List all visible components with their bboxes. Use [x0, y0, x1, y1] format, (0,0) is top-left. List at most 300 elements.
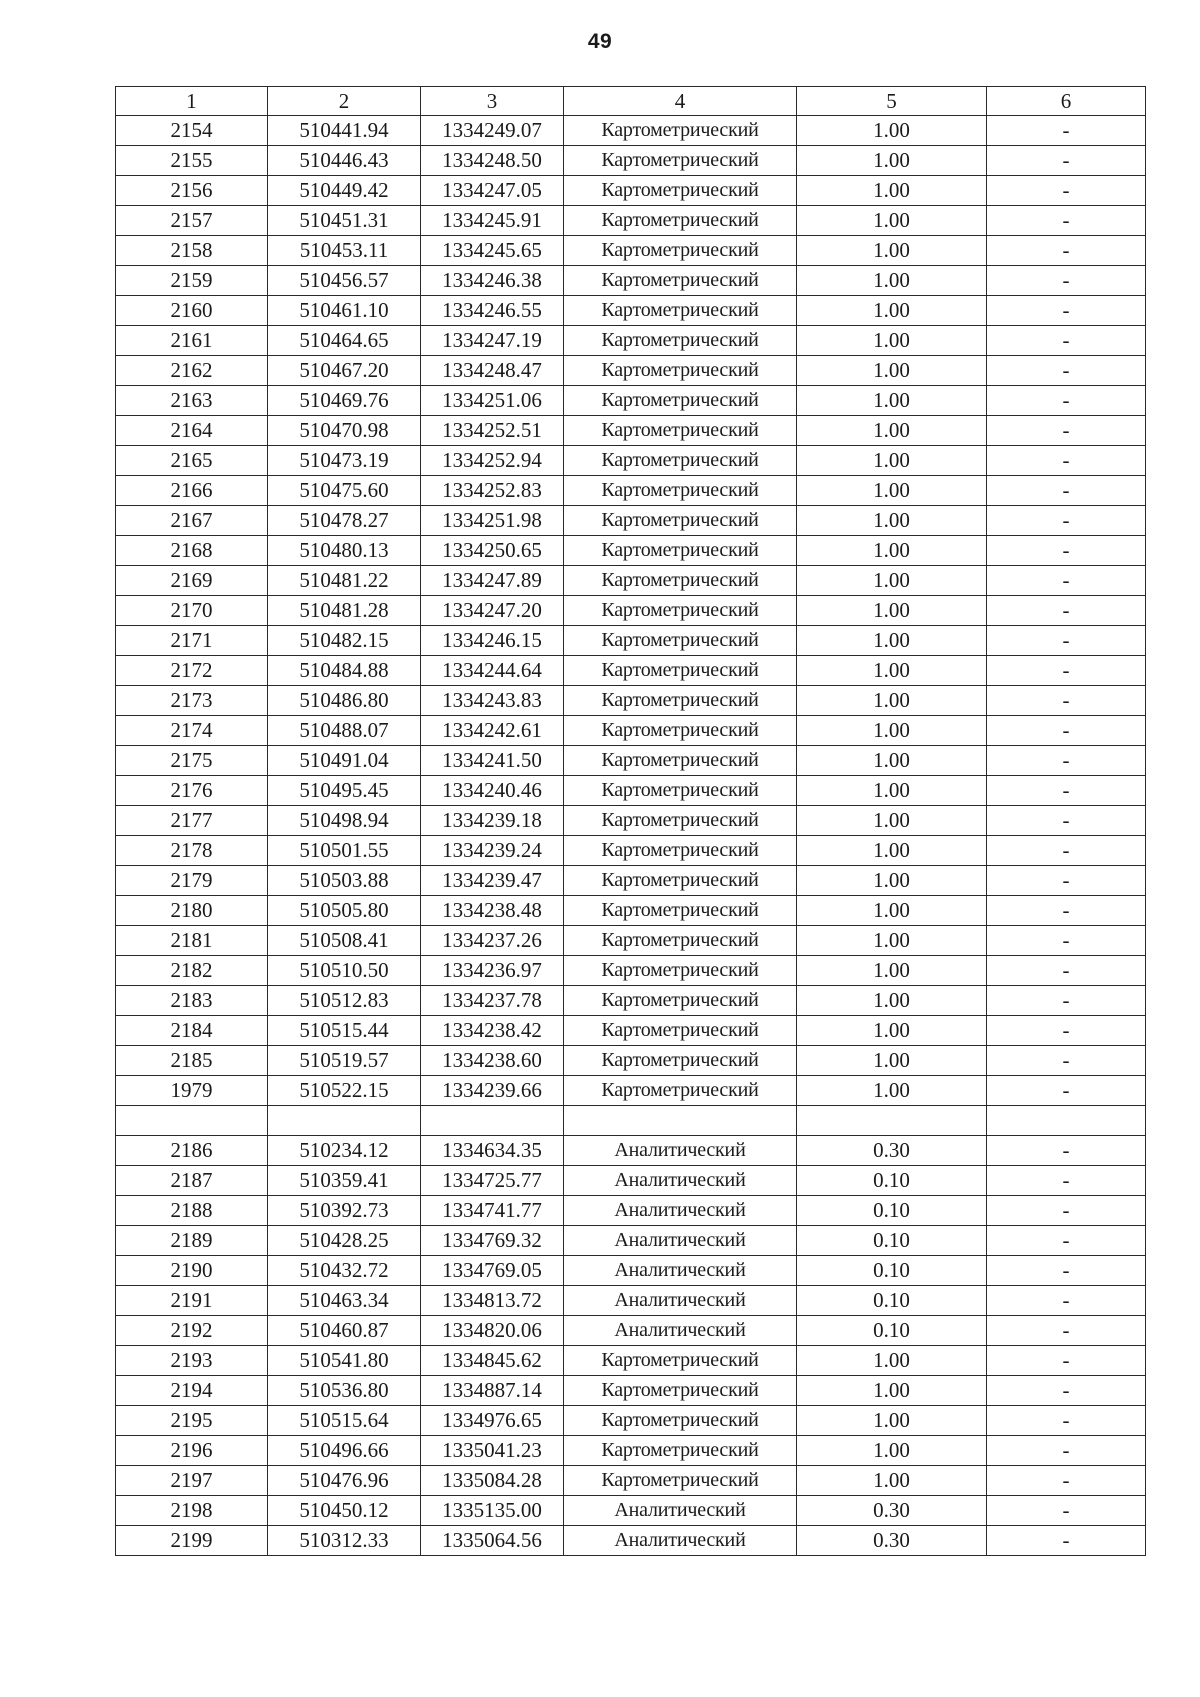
point-number-cell: 2156 [116, 176, 268, 206]
accuracy-cell: 1.00 [797, 896, 987, 926]
accuracy-cell: 0.30 [797, 1136, 987, 1166]
y-coordinate-cell: 1334250.65 [421, 536, 564, 566]
method-cell: Картометрический [564, 1376, 797, 1406]
x-coordinate-cell: 510512.83 [268, 986, 421, 1016]
accuracy-cell: 1.00 [797, 146, 987, 176]
table-row [116, 626, 1146, 656]
accuracy-cell: 1.00 [797, 716, 987, 746]
y-coordinate-cell: 1334238.60 [421, 1046, 564, 1076]
x-coordinate-cell: 510515.44 [268, 1016, 421, 1046]
accuracy-cell [797, 1106, 987, 1136]
point-number-cell: 2164 [116, 416, 268, 446]
table-body [116, 87, 1146, 1556]
x-coordinate-cell: 510496.66 [268, 1436, 421, 1466]
page-number: 49 [587, 30, 613, 53]
x-coordinate-cell: 510491.04 [268, 746, 421, 776]
method-cell: Аналитический [564, 1226, 797, 1256]
table-row [116, 746, 1146, 776]
accuracy-cell: 1.00 [797, 476, 987, 506]
table-row [116, 146, 1146, 176]
method-cell: Картометрический [564, 506, 797, 536]
point-number-cell: 2176 [116, 776, 268, 806]
note-cell: - [987, 506, 1146, 536]
accuracy-cell: 0.30 [797, 1496, 987, 1526]
accuracy-cell: 0.30 [797, 1526, 987, 1556]
accuracy-cell: 1.00 [797, 386, 987, 416]
accuracy-cell: 1.00 [797, 416, 987, 446]
table-row [116, 776, 1146, 806]
accuracy-cell: 1.00 [797, 656, 987, 686]
note-cell: - [987, 836, 1146, 866]
point-number-cell: 2172 [116, 656, 268, 686]
x-coordinate-cell: 510461.10 [268, 296, 421, 326]
x-coordinate-cell: 510508.41 [268, 926, 421, 956]
y-coordinate-cell: 1334252.51 [421, 416, 564, 446]
note-cell: - [987, 1286, 1146, 1316]
point-number-cell: 2187 [116, 1166, 268, 1196]
method-cell: Картометрический [564, 896, 797, 926]
header-cell: 5 [797, 87, 987, 116]
x-coordinate-cell: 510473.19 [268, 446, 421, 476]
accuracy-cell: 0.10 [797, 1226, 987, 1256]
note-cell: - [987, 1256, 1146, 1286]
point-number-cell: 2198 [116, 1496, 268, 1526]
method-cell: Картометрический [564, 146, 797, 176]
table-row [116, 1016, 1146, 1046]
note-cell: - [987, 806, 1146, 836]
note-cell: - [987, 686, 1146, 716]
method-cell: Картометрический [564, 416, 797, 446]
method-cell: Картометрический [564, 926, 797, 956]
note-cell: - [987, 1466, 1146, 1496]
method-cell: Картометрический [564, 986, 797, 1016]
note-cell: - [987, 476, 1146, 506]
note-cell: - [987, 266, 1146, 296]
accuracy-cell: 1.00 [797, 626, 987, 656]
method-cell: Аналитический [564, 1196, 797, 1226]
y-coordinate-cell: 1334244.64 [421, 656, 564, 686]
x-coordinate-cell: 510464.65 [268, 326, 421, 356]
table-row [116, 1436, 1146, 1466]
method-cell: Аналитический [564, 1316, 797, 1346]
accuracy-cell: 1.00 [797, 356, 987, 386]
table-row [116, 896, 1146, 926]
y-coordinate-cell: 1334239.18 [421, 806, 564, 836]
x-coordinate-cell: 510481.22 [268, 566, 421, 596]
table-row [116, 386, 1146, 416]
table-row [116, 656, 1146, 686]
note-cell: - [987, 1346, 1146, 1376]
y-coordinate-cell: 1334252.83 [421, 476, 564, 506]
accuracy-cell: 1.00 [797, 446, 987, 476]
x-coordinate-cell: 510486.80 [268, 686, 421, 716]
method-cell [564, 1106, 797, 1136]
point-number-cell: 2171 [116, 626, 268, 656]
accuracy-cell: 1.00 [797, 986, 987, 1016]
point-number-cell: 2199 [116, 1526, 268, 1556]
table-row [116, 206, 1146, 236]
table-row [116, 596, 1146, 626]
y-coordinate-cell: 1334239.24 [421, 836, 564, 866]
table-row [116, 926, 1146, 956]
y-coordinate-cell: 1334247.89 [421, 566, 564, 596]
method-cell: Картометрический [564, 476, 797, 506]
x-coordinate-cell: 510476.96 [268, 1466, 421, 1496]
x-coordinate-cell: 510428.25 [268, 1226, 421, 1256]
x-coordinate-cell: 510519.57 [268, 1046, 421, 1076]
note-cell: - [987, 326, 1146, 356]
note-cell: - [987, 1046, 1146, 1076]
note-cell: - [987, 566, 1146, 596]
y-coordinate-cell: 1334769.05 [421, 1256, 564, 1286]
y-coordinate-cell: 1335064.56 [421, 1526, 564, 1556]
coordinates-table [115, 86, 1146, 1556]
point-number-cell: 2194 [116, 1376, 268, 1406]
point-number-cell: 2177 [116, 806, 268, 836]
x-coordinate-cell: 510498.94 [268, 806, 421, 836]
y-coordinate-cell: 1334741.77 [421, 1196, 564, 1226]
method-cell: Картометрический [564, 626, 797, 656]
x-coordinate-cell: 510234.12 [268, 1136, 421, 1166]
x-coordinate-cell: 510503.88 [268, 866, 421, 896]
table-row [116, 1076, 1146, 1106]
y-coordinate-cell: 1334248.50 [421, 146, 564, 176]
accuracy-cell: 1.00 [797, 806, 987, 836]
accuracy-cell: 1.00 [797, 326, 987, 356]
table-row [116, 1346, 1146, 1376]
y-coordinate-cell: 1334976.65 [421, 1406, 564, 1436]
y-coordinate-cell: 1334246.55 [421, 296, 564, 326]
note-cell: - [987, 1436, 1146, 1466]
note-cell: - [987, 776, 1146, 806]
accuracy-cell: 1.00 [797, 686, 987, 716]
table-row [116, 1406, 1146, 1436]
table-row [116, 1166, 1146, 1196]
accuracy-cell: 1.00 [797, 566, 987, 596]
point-number-cell: 2167 [116, 506, 268, 536]
table-row [116, 116, 1146, 146]
method-cell: Картометрический [564, 536, 797, 566]
method-cell: Картометрический [564, 1046, 797, 1076]
x-coordinate-cell: 510488.07 [268, 716, 421, 746]
note-cell: - [987, 1526, 1146, 1556]
table-row [116, 1496, 1146, 1526]
accuracy-cell: 1.00 [797, 296, 987, 326]
x-coordinate-cell: 510470.98 [268, 416, 421, 446]
note-cell [987, 1106, 1146, 1136]
accuracy-cell: 1.00 [797, 1076, 987, 1106]
table-row [116, 806, 1146, 836]
table-row [116, 836, 1146, 866]
x-coordinate-cell: 510541.80 [268, 1346, 421, 1376]
note-cell: - [987, 356, 1146, 386]
note-cell: - [987, 1196, 1146, 1226]
method-cell: Картометрический [564, 176, 797, 206]
point-number-cell: 2154 [116, 116, 268, 146]
accuracy-cell: 1.00 [797, 506, 987, 536]
accuracy-cell: 0.10 [797, 1316, 987, 1346]
table-row [116, 1226, 1146, 1256]
y-coordinate-cell: 1334887.14 [421, 1376, 564, 1406]
accuracy-cell: 1.00 [797, 1376, 987, 1406]
x-coordinate-cell: 510536.80 [268, 1376, 421, 1406]
x-coordinate-cell: 510480.13 [268, 536, 421, 566]
table-row [116, 1286, 1146, 1316]
accuracy-cell: 0.10 [797, 1196, 987, 1226]
table-row [116, 866, 1146, 896]
accuracy-cell: 1.00 [797, 176, 987, 206]
y-coordinate-cell: 1334634.35 [421, 1136, 564, 1166]
y-coordinate-cell: 1334247.20 [421, 596, 564, 626]
y-coordinate-cell: 1334820.06 [421, 1316, 564, 1346]
accuracy-cell: 1.00 [797, 776, 987, 806]
method-cell: Картометрический [564, 356, 797, 386]
point-number-cell: 2162 [116, 356, 268, 386]
point-number-cell: 2163 [116, 386, 268, 416]
y-coordinate-cell: 1334240.46 [421, 776, 564, 806]
method-cell: Картометрический [564, 296, 797, 326]
table-row [116, 716, 1146, 746]
note-cell: - [987, 896, 1146, 926]
note-cell: - [987, 656, 1146, 686]
table-row [116, 176, 1146, 206]
x-coordinate-cell: 510456.57 [268, 266, 421, 296]
method-cell: Аналитический [564, 1256, 797, 1286]
x-coordinate-cell: 510478.27 [268, 506, 421, 536]
table-row [116, 506, 1146, 536]
point-number-cell: 2190 [116, 1256, 268, 1286]
x-coordinate-cell: 510451.31 [268, 206, 421, 236]
point-number-cell: 2166 [116, 476, 268, 506]
method-cell: Картометрический [564, 446, 797, 476]
note-cell: - [987, 116, 1146, 146]
accuracy-cell: 0.10 [797, 1256, 987, 1286]
note-cell: - [987, 236, 1146, 266]
y-coordinate-cell: 1334845.62 [421, 1346, 564, 1376]
y-coordinate-cell: 1335084.28 [421, 1466, 564, 1496]
point-number-cell: 2174 [116, 716, 268, 746]
note-cell: - [987, 626, 1146, 656]
method-cell: Картометрический [564, 1466, 797, 1496]
point-number-cell: 2170 [116, 596, 268, 626]
y-coordinate-cell: 1334239.47 [421, 866, 564, 896]
method-cell: Картометрический [564, 1016, 797, 1046]
y-coordinate-cell: 1334247.19 [421, 326, 564, 356]
table-row [116, 1196, 1146, 1226]
method-cell: Картометрический [564, 1076, 797, 1106]
point-number-cell: 2157 [116, 206, 268, 236]
accuracy-cell: 1.00 [797, 866, 987, 896]
table-row [116, 1136, 1146, 1166]
y-coordinate-cell: 1334246.38 [421, 266, 564, 296]
x-coordinate-cell: 510495.45 [268, 776, 421, 806]
method-cell: Картометрический [564, 956, 797, 986]
x-coordinate-cell: 510392.73 [268, 1196, 421, 1226]
x-coordinate-cell: 510460.87 [268, 1316, 421, 1346]
x-coordinate-cell: 510515.64 [268, 1406, 421, 1436]
method-cell: Аналитический [564, 1136, 797, 1166]
header-cell: 1 [116, 87, 268, 116]
accuracy-cell: 1.00 [797, 836, 987, 866]
table-row [116, 1106, 1146, 1136]
table-row [116, 446, 1146, 476]
table-row [116, 356, 1146, 386]
x-coordinate-cell: 510463.34 [268, 1286, 421, 1316]
point-number-cell: 2168 [116, 536, 268, 566]
point-number-cell: 2173 [116, 686, 268, 716]
point-number-cell: 2158 [116, 236, 268, 266]
header-cell: 6 [987, 87, 1146, 116]
accuracy-cell: 0.10 [797, 1166, 987, 1196]
x-coordinate-cell: 510505.80 [268, 896, 421, 926]
table-row [116, 956, 1146, 986]
note-cell: - [987, 956, 1146, 986]
point-number-cell: 2186 [116, 1136, 268, 1166]
point-number-cell: 2180 [116, 896, 268, 926]
note-cell: - [987, 1226, 1146, 1256]
x-coordinate-cell: 510312.33 [268, 1526, 421, 1556]
accuracy-cell: 1.00 [797, 1016, 987, 1046]
table-row [116, 686, 1146, 716]
x-coordinate-cell: 510501.55 [268, 836, 421, 866]
note-cell: - [987, 146, 1146, 176]
method-cell: Аналитический [564, 1286, 797, 1316]
table-row [116, 1526, 1146, 1556]
point-number-cell: 2178 [116, 836, 268, 866]
point-number-cell: 2179 [116, 866, 268, 896]
method-cell: Картометрический [564, 686, 797, 716]
x-coordinate-cell: 510432.72 [268, 1256, 421, 1286]
note-cell: - [987, 1016, 1146, 1046]
point-number-cell: 2169 [116, 566, 268, 596]
method-cell: Картометрический [564, 326, 797, 356]
method-cell: Картометрический [564, 266, 797, 296]
note-cell: - [987, 446, 1146, 476]
header-cell: 4 [564, 87, 797, 116]
note-cell: - [987, 1136, 1146, 1166]
y-coordinate-cell: 1334813.72 [421, 1286, 564, 1316]
table-row [116, 326, 1146, 356]
x-coordinate-cell: 510482.15 [268, 626, 421, 656]
y-coordinate-cell: 1334725.77 [421, 1166, 564, 1196]
point-number-cell: 2175 [116, 746, 268, 776]
method-cell: Картометрический [564, 1346, 797, 1376]
x-coordinate-cell: 510441.94 [268, 116, 421, 146]
point-number-cell: 2183 [116, 986, 268, 1016]
accuracy-cell: 1.00 [797, 746, 987, 776]
point-number-cell: 2193 [116, 1346, 268, 1376]
point-number-cell: 2189 [116, 1226, 268, 1256]
point-number-cell: 2160 [116, 296, 268, 326]
accuracy-cell: 1.00 [797, 116, 987, 146]
x-coordinate-cell: 510481.28 [268, 596, 421, 626]
table-row [116, 236, 1146, 266]
accuracy-cell: 1.00 [797, 1046, 987, 1076]
table-header-row [116, 87, 1146, 116]
point-number-cell: 2188 [116, 1196, 268, 1226]
y-coordinate-cell: 1335041.23 [421, 1436, 564, 1466]
point-number-cell: 2185 [116, 1046, 268, 1076]
point-number-cell: 2161 [116, 326, 268, 356]
x-coordinate-cell: 510475.60 [268, 476, 421, 506]
point-number-cell: 2197 [116, 1466, 268, 1496]
note-cell: - [987, 1376, 1146, 1406]
note-cell: - [987, 926, 1146, 956]
y-coordinate-cell: 1334251.98 [421, 506, 564, 536]
point-number-cell [116, 1106, 268, 1136]
y-coordinate-cell: 1334239.66 [421, 1076, 564, 1106]
header-cell: 3 [421, 87, 564, 116]
y-coordinate-cell: 1334237.26 [421, 926, 564, 956]
note-cell: - [987, 1316, 1146, 1346]
header-cell: 2 [268, 87, 421, 116]
x-coordinate-cell [268, 1106, 421, 1136]
x-coordinate-cell: 510522.15 [268, 1076, 421, 1106]
point-number-cell: 2196 [116, 1436, 268, 1466]
note-cell: - [987, 986, 1146, 1016]
method-cell: Картометрический [564, 716, 797, 746]
point-number-cell: 2182 [116, 956, 268, 986]
note-cell: - [987, 296, 1146, 326]
table-row [116, 986, 1146, 1016]
table-row [116, 1256, 1146, 1286]
method-cell: Картометрический [564, 836, 797, 866]
y-coordinate-cell: 1334238.48 [421, 896, 564, 926]
method-cell: Картометрический [564, 596, 797, 626]
method-cell: Картометрический [564, 566, 797, 596]
method-cell: Картометрический [564, 866, 797, 896]
accuracy-cell: 1.00 [797, 1406, 987, 1436]
x-coordinate-cell: 510359.41 [268, 1166, 421, 1196]
y-coordinate-cell: 1334242.61 [421, 716, 564, 746]
x-coordinate-cell: 510484.88 [268, 656, 421, 686]
note-cell: - [987, 1496, 1146, 1526]
point-number-cell: 1979 [116, 1076, 268, 1106]
y-coordinate-cell: 1334238.42 [421, 1016, 564, 1046]
table-row [116, 296, 1146, 326]
note-cell: - [987, 1406, 1146, 1436]
point-number-cell: 2155 [116, 146, 268, 176]
x-coordinate-cell: 510467.20 [268, 356, 421, 386]
table-row [116, 1046, 1146, 1076]
y-coordinate-cell: 1334245.65 [421, 236, 564, 266]
x-coordinate-cell: 510510.50 [268, 956, 421, 986]
method-cell: Картометрический [564, 1436, 797, 1466]
method-cell: Картометрический [564, 236, 797, 266]
method-cell: Картометрический [564, 656, 797, 686]
x-coordinate-cell: 510446.43 [268, 146, 421, 176]
accuracy-cell: 1.00 [797, 536, 987, 566]
note-cell: - [987, 536, 1146, 566]
method-cell: Аналитический [564, 1526, 797, 1556]
table-row [116, 266, 1146, 296]
y-coordinate-cell: 1334243.83 [421, 686, 564, 716]
accuracy-cell: 1.00 [797, 596, 987, 626]
table-row [116, 416, 1146, 446]
method-cell: Аналитический [564, 1496, 797, 1526]
note-cell: - [987, 746, 1146, 776]
x-coordinate-cell: 510469.76 [268, 386, 421, 416]
note-cell: - [987, 716, 1146, 746]
y-coordinate-cell: 1334247.05 [421, 176, 564, 206]
point-number-cell: 2181 [116, 926, 268, 956]
method-cell: Картометрический [564, 1406, 797, 1436]
accuracy-cell: 1.00 [797, 926, 987, 956]
table-row [116, 566, 1146, 596]
y-coordinate-cell: 1334245.91 [421, 206, 564, 236]
point-number-cell: 2192 [116, 1316, 268, 1346]
table-row [116, 476, 1146, 506]
